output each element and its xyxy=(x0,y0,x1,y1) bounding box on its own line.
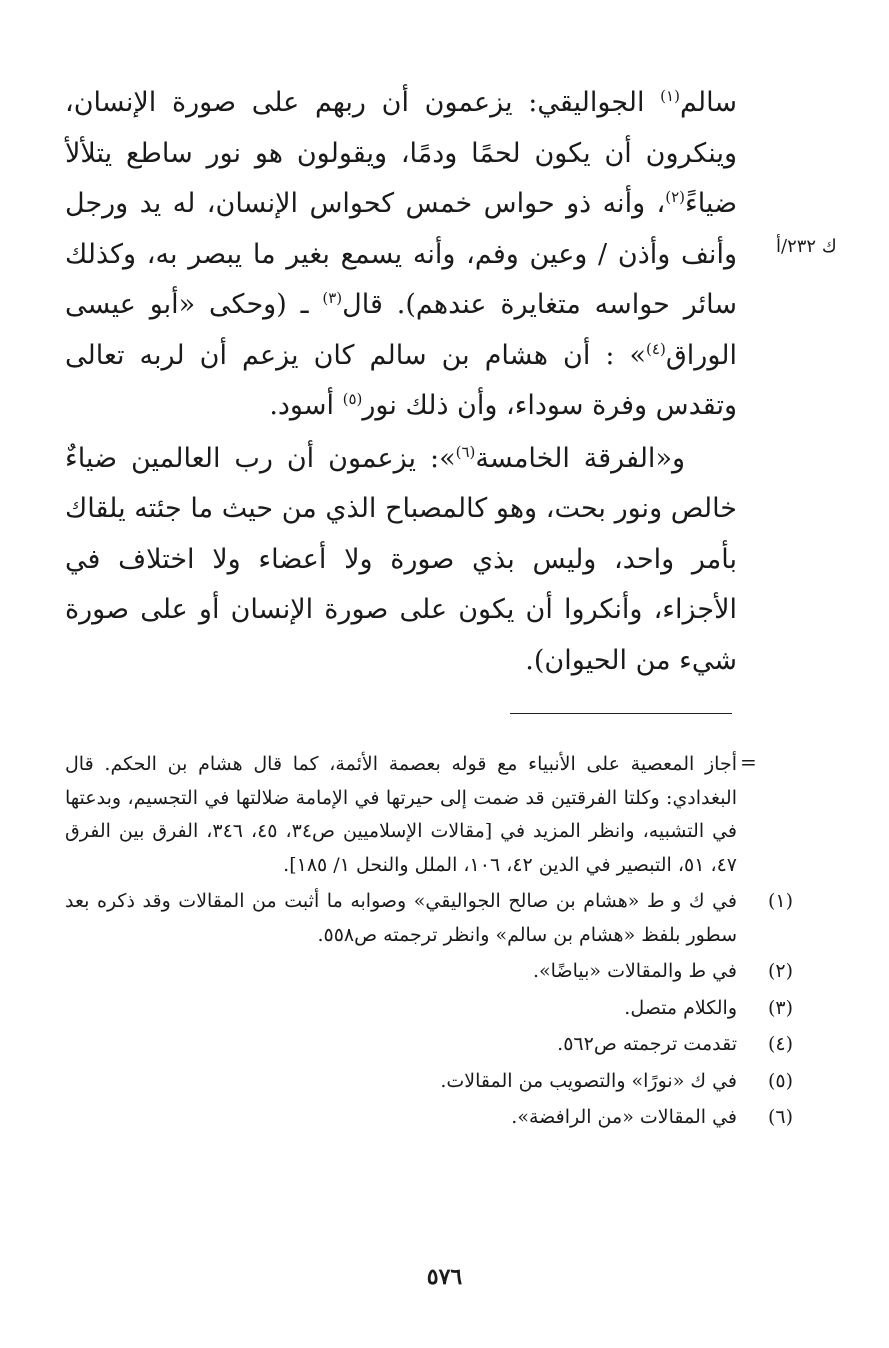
text-run: سالم xyxy=(679,87,737,118)
footnote-text: في ك و ط «هشام بن صالح الجواليقي» وصوابه ما أثبت من المقالات وقد ذكره بعد سطور بلفظ «هشام بن سالم» وانظر ترجمته ص٥٥٨. xyxy=(65,890,737,946)
footnote-continuation: أجاز المعصية على الأنبياء مع قوله بعصمة الأئمة، كما قال هشام بن الحكم. قال البغدادي: وكلتا الفرقتين قد ضمت إلى حيرتها في الإمامة ضلالتها في التجسيم، وبدعتها في التشبيه، وانظر المزيد في [مقالات الإسلاميين ص٣٤، ٤٥، ٣٤٦، الفرق بين الفرق ٤٧، ٥١، التبصير في الدين ٤٢، ١٠٦، الملل والنحل ١/ ١٨٥]. xyxy=(65,753,738,876)
footnote-text: في ط والمقالات «بياضًا». xyxy=(533,960,737,982)
footnote-number: (٣) xyxy=(767,996,793,1019)
footnote-number: (٦) xyxy=(767,1106,793,1128)
footnote-ref-4: (٤) xyxy=(646,339,666,358)
footnote-ref-6: (٦) xyxy=(455,442,476,461)
footnote-item xyxy=(65,992,793,1026)
footnote-ref-5: (٥) xyxy=(342,390,363,408)
footnote-ref-2: (٢) xyxy=(665,188,685,206)
manuscript-margin-note: ك ٢٣٢/أ xyxy=(776,236,837,257)
text-run: »: يزعمون أن رب العالمين ضياءٌ خالص ونور بحت، وهو كالمصباح الذي من حيث ما جئته يلقاك بأمر واحد، وليس بذي صورة ولا أعضاء ولا اختلاف في الأجزاء، وأنكروا أن يكون على صورة الإنسان أو على صورة شيء من الحيوان). xyxy=(65,442,737,676)
paragraph-1 xyxy=(65,78,737,432)
text-run: » : أن هشام بن سالم كان يزعم أن لربه تعالى وتقدس وفرة سوداء، وأن ذلك نور xyxy=(65,339,737,421)
footnote-text: تقدمت ترجمته ص٥٦٢. xyxy=(557,1033,737,1055)
text-run: ـ (وحكى «أبو عيسى الوراق xyxy=(65,289,737,371)
footnote-item xyxy=(65,1101,793,1135)
footnotes xyxy=(65,748,793,1138)
footnote-number: (٢) xyxy=(767,960,793,982)
footnote-text: في المقالات «من الرافضة». xyxy=(511,1106,737,1128)
text-run: ، وأنه ذو حواس خمس كحواس الإنسان، له يد ورجل وأنف وأذن / وعين وفم، وأنه يسمع بغير ما يبصر به، وكذلك سائر حواسه متغايرة عندهم). قال xyxy=(65,188,737,320)
footnote-divider xyxy=(510,713,732,714)
footnote-ref-1: (١) xyxy=(660,87,680,105)
footnote-text: في ك «نورًا» والتصويب من المقالات. xyxy=(440,1069,737,1092)
footnote-item xyxy=(65,1028,793,1062)
footnote-number: (١) xyxy=(767,890,793,912)
page-number: ٥٧٦ xyxy=(426,1264,463,1290)
footnote-item xyxy=(65,955,793,989)
paragraph-2 xyxy=(65,434,737,687)
footnote-text: والكلام متصل. xyxy=(624,996,737,1019)
text-run: أسود. xyxy=(269,390,343,421)
footnote-item xyxy=(65,885,793,952)
footnote-ref-3: (٣) xyxy=(322,289,343,307)
footnote-item xyxy=(65,1065,793,1099)
footnote-number: (٤) xyxy=(767,1033,793,1055)
footnote-number: (٥) xyxy=(767,1069,793,1092)
text-run: الجواليقي: يزعمون أن ربهم على صورة الإنسان، وينكرون أن يكون لحمًا ودمًا، ويقولون هو نور ساطع يتلألأ ضياءً xyxy=(65,87,737,219)
footnote-continuation-mark: = xyxy=(740,750,757,774)
main-text xyxy=(65,78,737,686)
text-run: و«الفرقة الخامسة xyxy=(475,442,685,474)
